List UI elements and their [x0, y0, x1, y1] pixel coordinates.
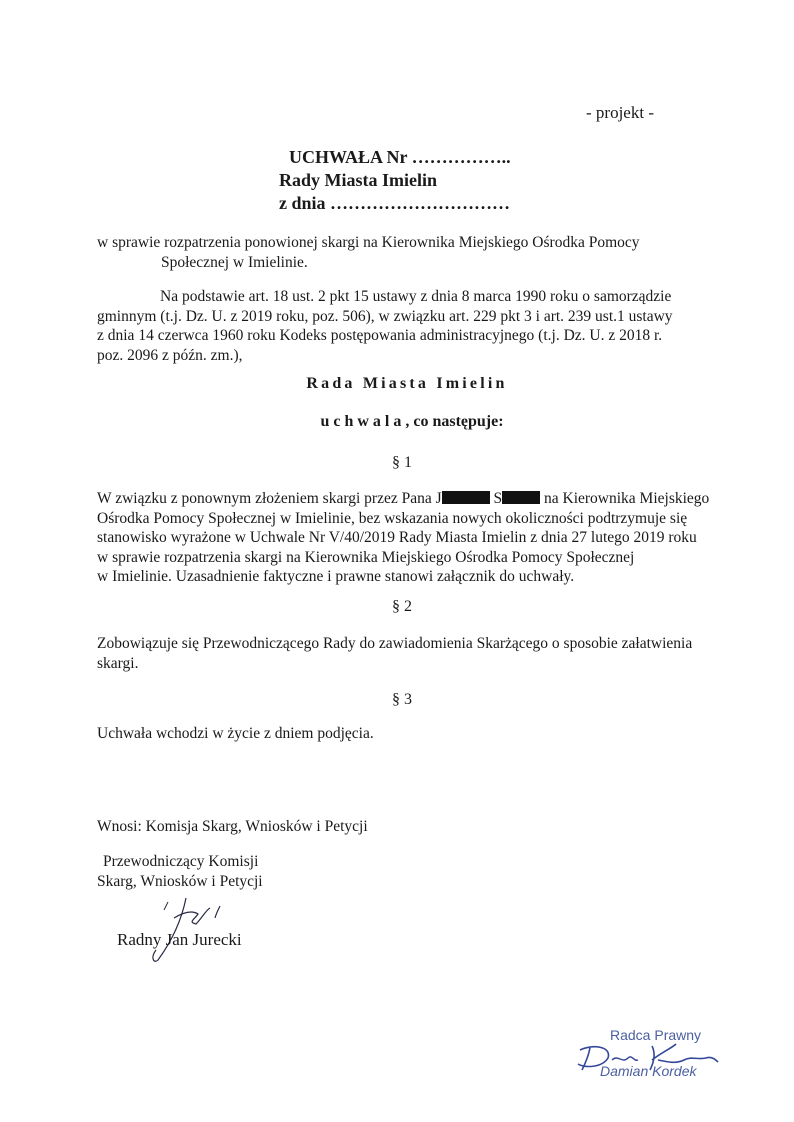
redaction-bar	[442, 491, 490, 504]
section-1-line	[97, 489, 737, 509]
resolves-heading	[0, 413, 794, 431]
section-2-number: § 2	[392, 598, 412, 615]
resolves-word: uchwala	[320, 413, 406, 430]
section-3-body	[97, 724, 374, 744]
section-1-body	[97, 489, 737, 587]
section-1-text: S	[489, 490, 503, 507]
subject-paragraph	[97, 233, 737, 272]
legal-basis-line: Na podstawie art. 18 ust. 2 pkt 15 ustawy z dnia 8 marca 1990 roku o samorządzie	[160, 288, 672, 305]
chair-title-line: Przewodniczący Komisji	[103, 853, 259, 870]
subject-line: Społecznej w Imielinie.	[161, 253, 308, 271]
submitted-by: Wnosi: Komisja Skarg, Wniosków i Petycji	[97, 818, 368, 835]
draft-marker: - projekt -	[586, 103, 654, 122]
resolves-rest: , co następuje:	[405, 413, 504, 430]
section-2-line: skargi.	[97, 654, 139, 672]
redaction-bar	[502, 491, 540, 504]
section-1-text: na Kierownika Miejskiego	[540, 490, 710, 507]
section-3-number: § 3	[392, 691, 412, 708]
section-1-line: w sprawie rozpatrzenia skargi na Kierownika Miejskiego Ośrodka Pomocy Społecznej	[97, 548, 635, 566]
handwritten-signature-jurecki	[138, 888, 238, 968]
resolution-title: UCHWAŁA Nr ……………..	[289, 147, 511, 167]
chair-title-line: Skarg, Wniosków i Petycji	[97, 873, 263, 890]
council-heading: Rada Miasta Imielin	[306, 375, 508, 392]
council-name-header: Rady Miasta Imielin	[279, 170, 438, 190]
section-1-line: stanowisko wyrażone w Uchwale Nr V/40/2019 Rady Miasta Imielin z dnia 27 lutego 2019 roku	[97, 529, 697, 546]
legal-advisor-stamp-name: Damian Kordek	[600, 1063, 697, 1079]
resolution-date: z dnia …………………………	[279, 193, 511, 213]
section-2-line: Zobowiązuje się Przewodniczącego Rady do zawiadomienia Skarżącego o sposobie załatwienia	[97, 635, 693, 652]
legal-basis-line: z dnia 14 czerwca 1960 roku Kodeks postępowania administracyjnego (t.j. Dz. U. z 2018 r.	[97, 327, 663, 344]
legal-advisor-stamp-role: Radca Prawny	[610, 1027, 702, 1043]
legal-basis-line: poz. 2096 z późn. zm.),	[97, 346, 243, 364]
legal-basis-paragraph	[97, 287, 737, 365]
subject-line: w sprawie rozpatrzenia ponowionej skargi na Kierownika Miejskiego Ośrodka Pomocy	[97, 234, 640, 251]
section-3-line: Uchwała wchodzi w życie z dniem podjęcia.	[97, 725, 374, 742]
section-1-number: § 1	[392, 454, 412, 471]
signatory-name: Radny Jan Jurecki	[117, 930, 242, 949]
section-1-line: w Imielinie. Uzasadnienie faktyczne i prawne stanowi załącznik do uchwały.	[97, 568, 575, 585]
legal-basis-line: gminnym (t.j. Dz. U. z 2019 roku, poz. 506), w związku art. 229 pkt 3 i art. 239 ust.1 ustawy	[97, 307, 673, 325]
section-2-body	[97, 634, 737, 673]
section-1-line: Ośrodka Pomocy Społecznej w Imielinie, bez wskazania nowych okoliczności podtrzymuje się	[97, 509, 688, 527]
section-1-text: W związku z ponownym złożeniem skargi przez Pana J	[97, 490, 442, 507]
